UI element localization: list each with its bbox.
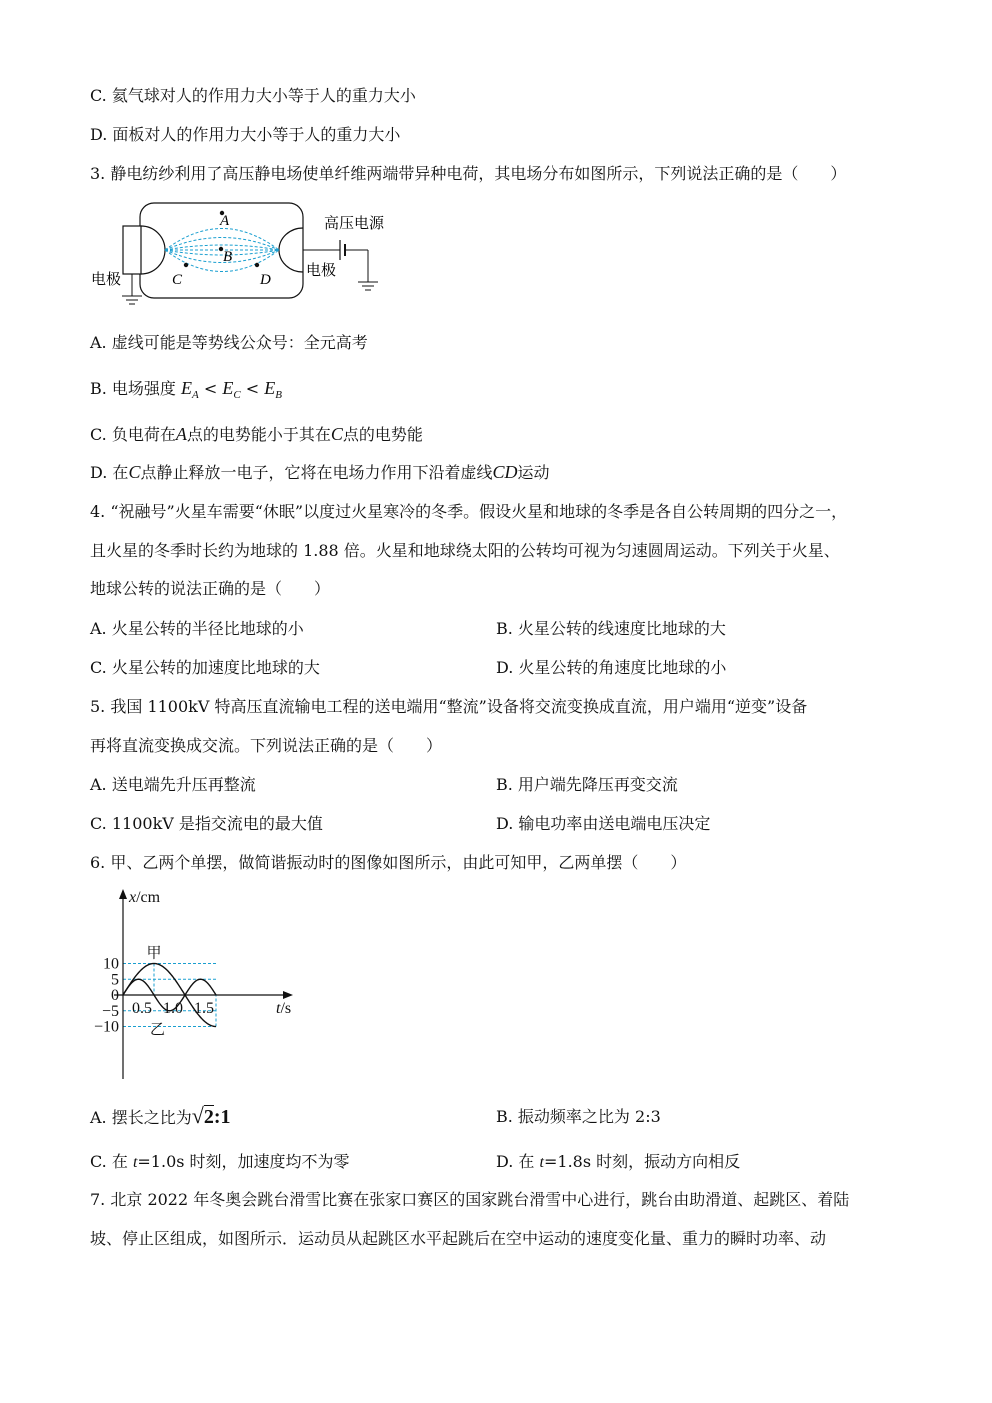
q6-option-b: B. 振动频率之比为 2:3 <box>496 1107 661 1126</box>
q6-option-c: C. 在 t=1.0s 时刻，加速度均不为零 <box>90 1152 350 1171</box>
series-label-jia: 甲 <box>146 945 162 962</box>
y-tick-label: 0 <box>111 987 119 1004</box>
point-b-label: B <box>223 249 233 265</box>
power-source-label: 高压电源 <box>324 216 385 232</box>
x-tick-label: 1.0 <box>163 1000 183 1017</box>
right-electrode-label: 电极 <box>306 263 337 279</box>
q3-option-c: C. 负电荷在A点的电势能小于其在C点的电势能 <box>90 424 423 444</box>
y-tick-label: −10 <box>93 1018 119 1036</box>
q4-option-d: D. 火星公转的角速度比地球的小 <box>496 658 727 677</box>
y-axis-label: x/cm <box>129 889 161 906</box>
q3-option-a: A. 虚线可能是等势线公众号：全元高考 <box>90 333 368 352</box>
q3-electric-field-figure <box>88 198 398 318</box>
q2-option-c: C. 氦气球对人的作用力大小等于人的重力大小 <box>90 86 416 105</box>
left-electrode-label: 电极 <box>91 272 122 288</box>
q6-option-a: A. 摆长之比为√2:1 <box>90 1103 231 1128</box>
q5-option-b: B. 用户端先降压再变交流 <box>496 775 678 794</box>
q6-stem: 6. 甲、乙两个单摆，做简谐振动时的图像如图所示，由此可知甲，乙两单摆（ ） <box>90 853 687 872</box>
point-c-label: C <box>172 272 183 288</box>
y-tick-label: 5 <box>111 971 119 989</box>
q7-stem-line2: 坡、停止区组成，如图所示．运动员从起跳区水平起跳后在空中运动的速度变化量、重力的瞬时功率、动 <box>90 1229 827 1248</box>
q5-stem-line2: 再将直流变换成交流。下列说法正确的是（ ） <box>90 736 443 755</box>
point-a-label: A <box>220 213 230 229</box>
q6-option-d: D. 在 t=1.8s 时刻，振动方向相反 <box>496 1152 741 1171</box>
x-tick-label: 0.5 <box>132 1000 152 1017</box>
q4-option-a: A. 火星公转的半径比地球的小 <box>90 619 304 638</box>
q5-option-d: D. 输电功率由送电端电压决定 <box>496 814 711 833</box>
series-label-yi: 乙 <box>149 1021 166 1038</box>
y-tick-label: 10 <box>103 955 119 973</box>
q6-oscillation-chart <box>88 886 308 1082</box>
y-tick-label: −5 <box>101 1002 119 1020</box>
q4-option-b: B. 火星公转的线速度比地球的大 <box>496 619 726 638</box>
q5-option-c: C. 1100kV 是指交流电的最大值 <box>90 814 323 833</box>
q3-stem: 3. 静电纺纱利用了高压静电场使单纤维两端带异种电荷，其电场分布如图所示，下列说法正确的是（ ） <box>90 164 847 183</box>
x-tick-label: 1.5 <box>194 1000 214 1017</box>
q5-stem-line1: 5. 我国 1100kV 特高压直流输电工程的送电端用“整流”设备将交流变换成直流，用户端用“逆变”设备 <box>90 697 808 716</box>
q4-stem-line2: 且火星的冬季时长约为地球的 1.88 倍。火星和地球绕太阳的公转均可视为匀速圆周运动。下列关于火星、 <box>90 541 840 560</box>
q4-stem-line1: 4. “祝融号”火星车需要“休眠”以度过火星寒冷的冬季。假设火星和地球的冬季是各自公转周期的四分之一， <box>90 502 848 521</box>
x-axis-label: t/s <box>276 1000 292 1017</box>
q4-option-c: C. 火星公转的加速度比地球的大 <box>90 658 320 677</box>
x-axis-arrow <box>283 991 293 999</box>
y-axis-arrow <box>119 889 127 899</box>
q3-option-b: B. 电场强度 $E_A < E_C < E_B$ <box>90 378 283 401</box>
q5-option-a: A. 送电端先升压再整流 <box>90 775 256 794</box>
q4-stem-line3: 地球公转的说法正确的是（ ） <box>90 579 331 598</box>
point-d-label: D <box>260 272 271 288</box>
q7-stem-line1: 7. 北京 2022 年冬奥会跳台滑雪比赛在张家口赛区的国家跳台滑雪中心进行，跳台由助滑道、起跳区、着陆 <box>90 1190 850 1209</box>
q2-option-d: D. 面板对人的作用力大小等于人的重力大小 <box>90 125 401 144</box>
q3-option-d: D. 在C点静止释放一电子，它将在电场力作用下沿着虚线CD运动 <box>90 462 550 482</box>
